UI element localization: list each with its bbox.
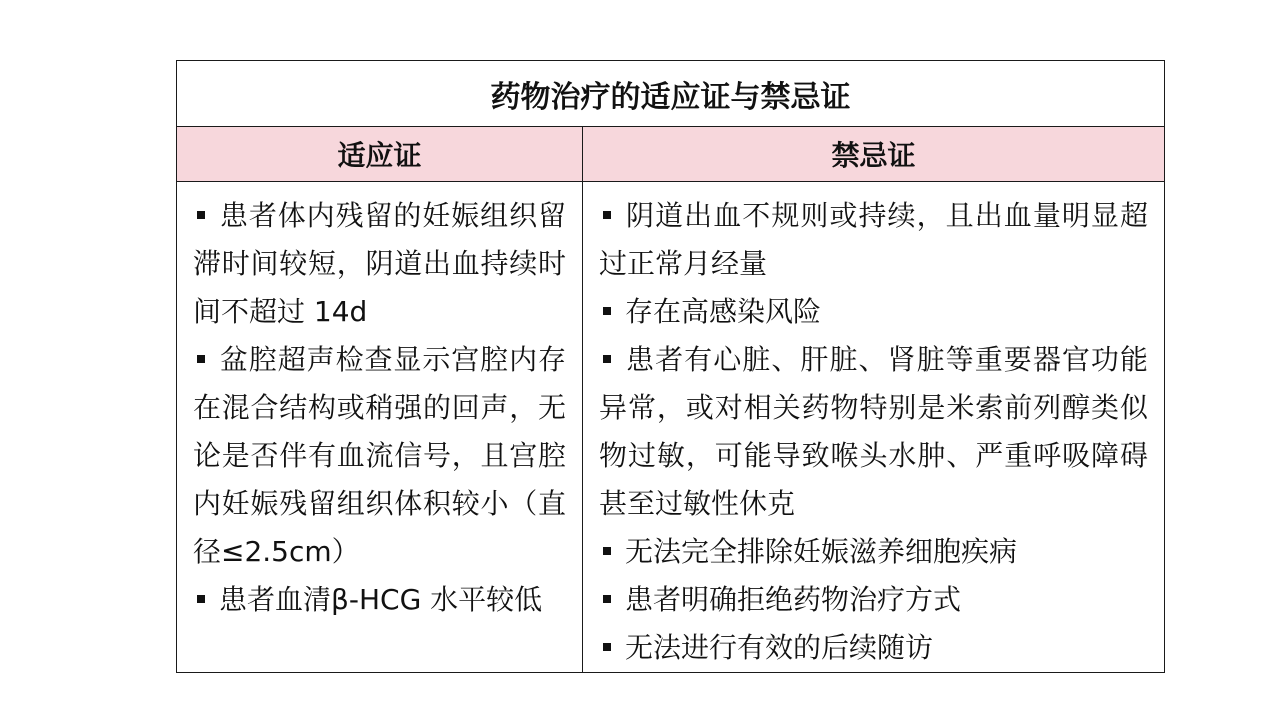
square-bullet-icon [603,547,611,555]
square-bullet-icon [603,211,611,219]
contraindication-text: 无法完全排除妊娠滋养细胞疾病 [625,535,1018,568]
indications-list [193,192,566,624]
indications-header: 适应证 [177,127,583,182]
list-item [599,528,1148,576]
list-item [193,336,566,576]
contraindication-text: 存在高感染风险 [625,295,822,328]
list-item [193,576,566,624]
list-item [599,624,1148,672]
list-item [599,192,1148,288]
square-bullet-icon [603,643,611,651]
indication-text: 患者血清β-HCG 水平较低 [219,583,543,616]
contraindications-cell [583,182,1165,673]
square-bullet-icon [603,307,611,315]
list-item [599,288,1148,336]
table-title: 药物治疗的适应证与禁忌证 [177,61,1165,127]
indication-text: 患者体内残留的妊娠组织留滞时间较短，阴道出血持续时间不超过 14d [193,199,566,328]
contraindication-text: 患者有心脏、肝脏、肾脏等重要器官功能异常，或对相关药物特别是米索前列醇类似物过敏，可能导致喉头水肿、严重呼吸障碍甚至过敏性休克 [599,343,1148,520]
indication-text: 盆腔超声检查显示宫腔内存在混合结构或稍强的回声，无论是否伴有血流信号，且宫腔内妊娠残留组织体积较小（直径≤2.5cm） [193,343,566,568]
indications-cell [177,182,583,673]
list-item [193,192,566,336]
square-bullet-icon [197,211,205,219]
contraindications-header: 禁忌证 [583,127,1165,182]
square-bullet-icon [603,355,611,363]
contraindication-text: 阴道出血不规则或持续，且出血量明显超过正常月经量 [599,199,1148,280]
square-bullet-icon [197,595,205,603]
square-bullet-icon [603,595,611,603]
contraindication-text: 无法进行有效的后续随访 [625,631,934,664]
contraindication-text: 患者明确拒绝药物治疗方式 [625,583,962,616]
indications-contraindications-table [176,60,1165,673]
square-bullet-icon [197,355,205,363]
list-item [599,336,1148,528]
list-item [599,576,1148,624]
contraindications-list [599,192,1148,672]
